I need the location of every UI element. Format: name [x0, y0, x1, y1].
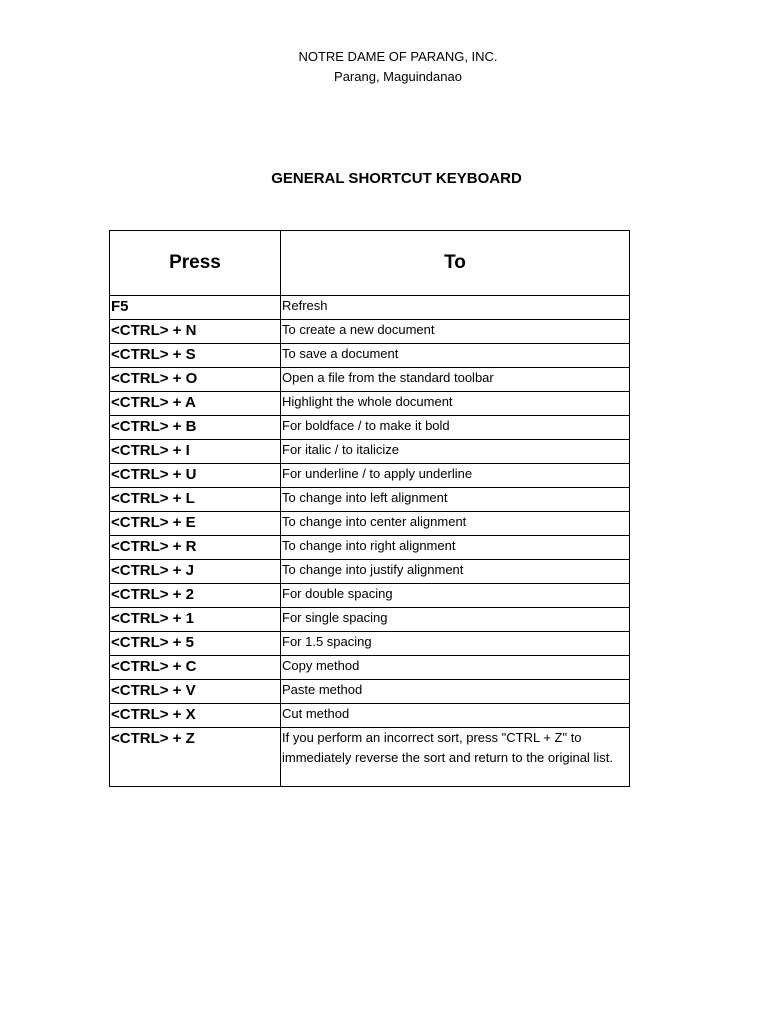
shortcut-key: <CTRL> + O [110, 368, 281, 392]
shortcut-action: If you perform an incorrect sort, press "CTRL + Z" to immediately reverse the sort and return to the original list. [281, 728, 630, 787]
table-row [110, 464, 630, 488]
shortcut-action: For single spacing [281, 608, 630, 632]
shortcut-key: <CTRL> + 1 [110, 608, 281, 632]
organization-name: NOTRE DAME OF PARANG, INC. [298, 49, 498, 64]
shortcut-key: <CTRL> + I [110, 440, 281, 464]
shortcut-action: Copy method [281, 656, 630, 680]
document-header [0, 47, 768, 87]
table-row [110, 512, 630, 536]
shortcut-action: For 1.5 spacing [281, 632, 630, 656]
table-row [110, 392, 630, 416]
shortcut-action: For double spacing [281, 584, 630, 608]
shortcut-key: <CTRL> + U [110, 464, 281, 488]
shortcut-action: Cut method [281, 704, 630, 728]
shortcut-action: For italic / to italicize [281, 440, 630, 464]
table-row [110, 608, 630, 632]
table-row [110, 656, 630, 680]
shortcut-action: For boldface / to make it bold [281, 416, 630, 440]
table-row [110, 632, 630, 656]
table-row [110, 536, 630, 560]
shortcut-key: <CTRL> + A [110, 392, 281, 416]
shortcut-key: <CTRL> + L [110, 488, 281, 512]
shortcut-key: <CTRL> + B [110, 416, 281, 440]
shortcut-key: <CTRL> + J [110, 560, 281, 584]
table-row [110, 728, 630, 787]
shortcut-key: <CTRL> + 2 [110, 584, 281, 608]
table-row [110, 296, 630, 320]
shortcut-action: To save a document [281, 344, 630, 368]
document-title: GENERAL SHORTCUT KEYBOARD [271, 170, 522, 187]
table-row [110, 344, 630, 368]
shortcut-key: <CTRL> + N [110, 320, 281, 344]
table-header-row [110, 231, 630, 296]
table-row [110, 560, 630, 584]
shortcut-action: To change into justify alignment [281, 560, 630, 584]
table-row [110, 488, 630, 512]
shortcut-action: Open a file from the standard toolbar [281, 368, 630, 392]
organization-location: Parang, Maguindanao [334, 69, 462, 84]
shortcut-key: <CTRL> + X [110, 704, 281, 728]
table-row [110, 704, 630, 728]
column-header-to: To [281, 231, 630, 296]
table-row [110, 680, 630, 704]
shortcut-key: F5 [110, 296, 281, 320]
shortcut-action: Paste method [281, 680, 630, 704]
shortcut-action: For underline / to apply underline [281, 464, 630, 488]
shortcut-key: <CTRL> + 5 [110, 632, 281, 656]
shortcut-key: <CTRL> + C [110, 656, 281, 680]
shortcut-key: <CTRL> + R [110, 536, 281, 560]
shortcut-key: <CTRL> + E [110, 512, 281, 536]
shortcut-action: To change into center alignment [281, 512, 630, 536]
shortcut-action: Refresh [281, 296, 630, 320]
shortcut-action: Highlight the whole document [281, 392, 630, 416]
shortcut-action: To create a new document [281, 320, 630, 344]
shortcut-key: <CTRL> + V [110, 680, 281, 704]
table-row [110, 416, 630, 440]
shortcut-action: To change into left alignment [281, 488, 630, 512]
column-header-press: Press [110, 231, 281, 296]
shortcut-table [109, 230, 630, 787]
shortcut-key: <CTRL> + S [110, 344, 281, 368]
table-row [110, 584, 630, 608]
table-body [110, 296, 630, 787]
shortcut-action: To change into right alignment [281, 536, 630, 560]
table-row [110, 320, 630, 344]
shortcut-key: <CTRL> + Z [110, 728, 281, 787]
table-row [110, 368, 630, 392]
table-row [110, 440, 630, 464]
